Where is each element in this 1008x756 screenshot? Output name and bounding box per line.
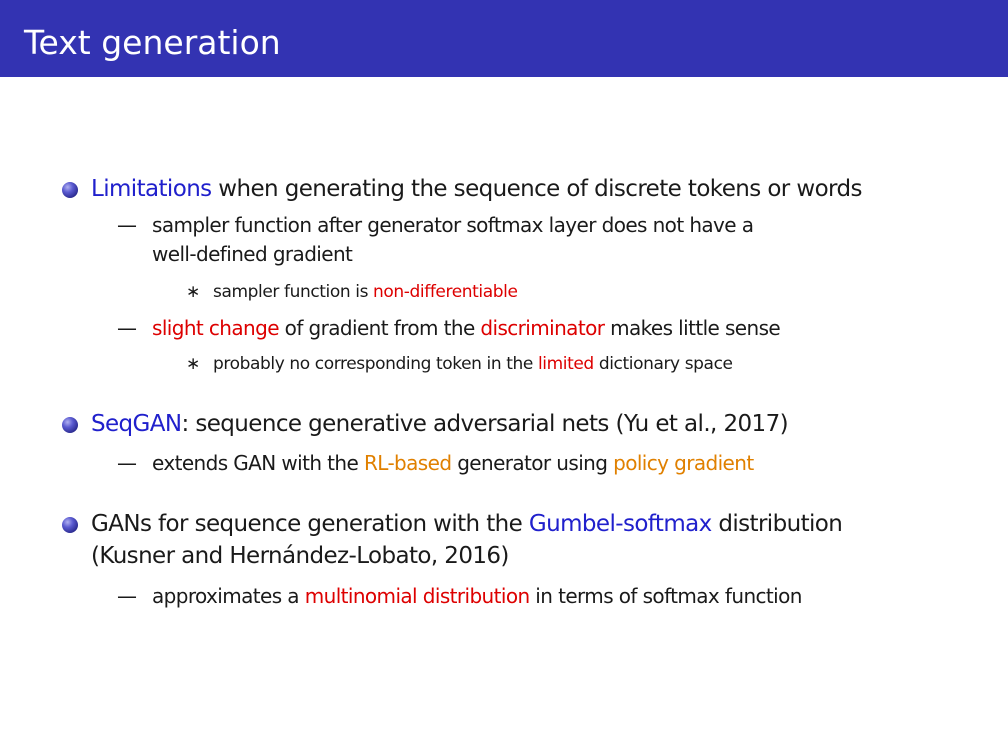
bullet-3-line-1: GANs for sequence generation with the Gumbel-softmax distribution [91,511,843,537]
dash-icon: — [117,316,137,340]
term-seqgan: SeqGAN [91,411,182,437]
subsub-1-1-1: sampler function is non-differentiable [213,282,518,302]
term-discriminator: discriminator [480,316,605,340]
sub-2-1: extends GAN with the RL-based generator using policy gradient [152,451,754,475]
term-limitations: Limitations [91,176,212,202]
slide-title: Text generation [24,23,281,62]
asterisk-icon: ∗ [186,354,201,374]
sub-1-2: slight change of gradient from the discriminator makes little sense [152,316,781,340]
sub-3-1: approximates a multinomial distribution in terms of softmax function [152,584,802,608]
title-bar [0,0,1008,77]
subsub-1-2-1: probably no corresponding token in the limited dictionary space [213,354,733,374]
bullet-2-text: SeqGAN: sequence generative adversarial nets (Yu et al., 2017) [91,411,788,437]
dash-icon: — [117,213,137,237]
term-limited: limited [537,354,594,374]
dash-icon: — [117,584,137,608]
bullet-ball-icon [62,417,78,433]
term-policy-gradient: policy gradient [613,451,754,475]
sub-1-1-line-1: sampler function after generator softmax layer does not have a [152,213,754,237]
term-non-differentiable: non-differentiable [373,282,518,302]
asterisk-icon: ∗ [186,282,201,302]
term-multinomial-distribution: multinomial distribution [304,584,530,608]
sub-1-1-line-2: well-defined gradient [152,242,353,266]
dash-icon: — [117,451,137,475]
bullet-ball-icon [62,182,78,198]
bullet-1-text: Limitations when generating the sequence of discrete tokens or words [91,176,862,202]
bullet-ball-icon [62,517,78,533]
term-slight-change: slight change [152,316,279,340]
bullet-3-line-2: (Kusner and Hernández-Lobato, 2016) [91,543,509,569]
term-rl-based: RL-based [363,451,452,475]
term-gumbel-softmax: Gumbel-softmax [528,511,712,537]
